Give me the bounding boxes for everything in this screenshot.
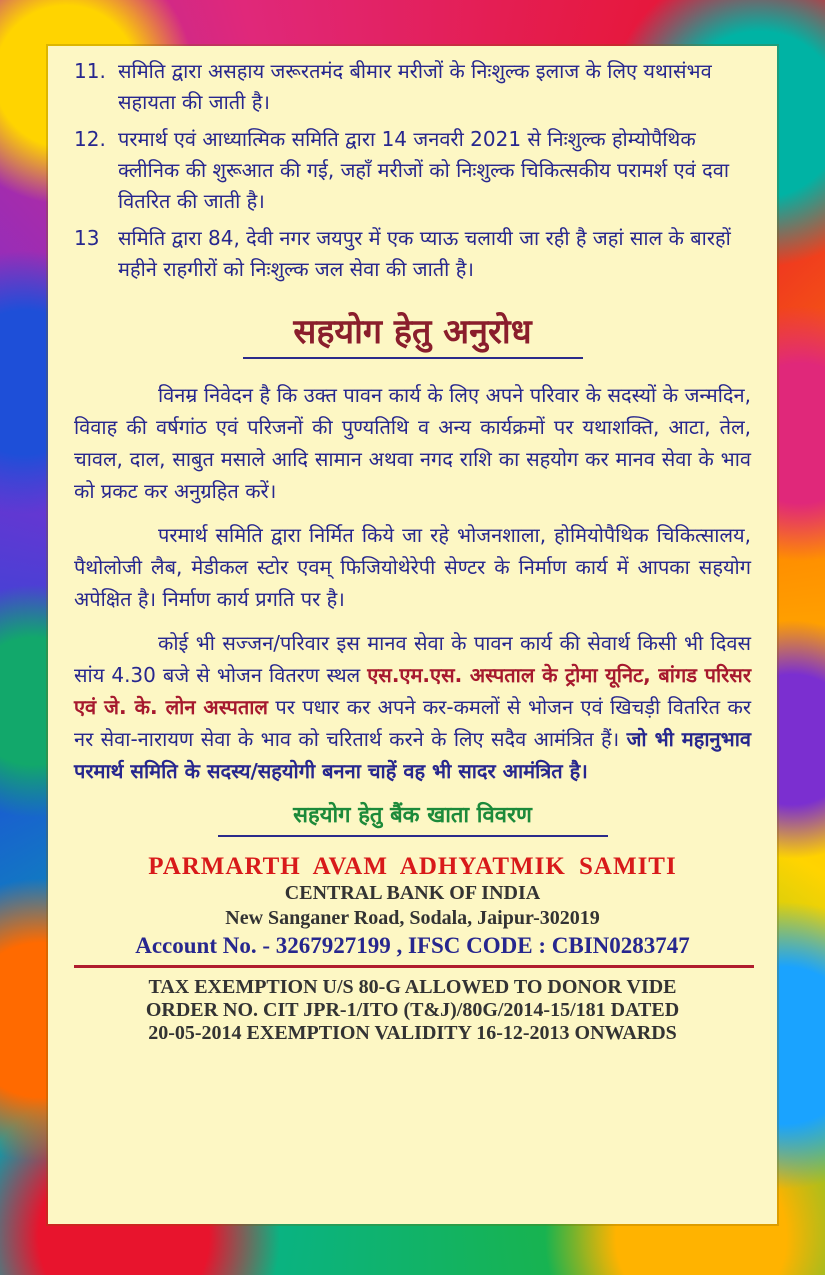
bank-address: New Sanganer Road, Sodala, Jaipur-302019 (225, 907, 600, 929)
heading-underline (243, 357, 583, 359)
request-paragraph-1: विनम्र निवेदन है कि उक्त पावन कार्य के लिए अपने परिवार के सदस्यों के जन्मदिन, विवाह की वर्षगांठ एवं परिजनों की पुण्यतिथि व अन्य कार्यक्रमों पर यथाशक्ति, आटा, तेल, चावल, दाल, साबुत मसाले आदि सामान अथवा नगद राशि का सहयोग कर मानव सेवा के भाव को प्रकट कर अनुग्रहित करें। (74, 383, 751, 503)
item-text: समिति द्वारा असहाय जरूरतमंद बीमार मरीजों के निःशुल्क इलाज के लिए यथासंभव सहायता की जाती है। (118, 59, 712, 114)
request-paragraph-2: परमार्थ समिति द्वारा निर्मित किये जा रहे भोजनशाला, होमियोपैथिक चिकित्सालय, पैथोलोजी लैब, मेडीकल स्टोर एवम् फिजियोथेरेपी सेण्टर के निर्माण कार्य में आपका सहयोग अपेक्षित है। निर्माण कार्य प्रगति पर है। (74, 523, 751, 611)
request-paragraph-3 (74, 627, 751, 787)
bank-details-heading: सहयोग हेतु बैंक खाता विवरण (293, 803, 532, 828)
account-details: Account No. - 3267927199 , IFSC CODE : CBIN0283747 (135, 933, 690, 958)
tax-exemption-note (74, 976, 751, 1045)
flyer-panel (48, 46, 777, 1224)
tax-line-2: ORDER NO. CIT JPR-1/ITO (T&J)/80G/2014-15/181 DATED (145, 999, 680, 1021)
tax-line-3: 20-05-2014 EXEMPTION VALIDITY 16-12-2013 ONWARDS (148, 1022, 677, 1044)
item-text: समिति द्वारा 84, देवी नगर जयपुर में एक प्याऊ चलायी जा रही है जहां साल के बारहों महीने राहगीरों को निःशुल्क जल सेवा की जाती है। (118, 226, 731, 281)
cooperation-request-heading: सहयोग हेतु अनुरोध (293, 312, 532, 352)
item-number: 13 (74, 226, 100, 250)
p3-location-highlight: एस.एम.एस. अस्पताल के ट्रोमा यूनिट, बांगड परिसर एवं जे. के. लोन अस्पताल (74, 663, 752, 719)
p3-membership-invite: जो भी महानुभाव परमार्थ समिति के सदस्य/सहयोगी बनना चाहें वह भी सादर आमंत्रित है। (74, 727, 752, 783)
p3-text-start: कोई भी सज्जन/परिवार इस मानव सेवा के पावन कार्य की सेवार्थ किसी भी दिवस सांय 4.30 बजे से भोजन वितरण स्थल (74, 631, 751, 687)
p3-text-end: पर पधार कर अपने कर-कमलों से भोजन एवं खिचड़ी वितरित कर नर सेवा-नारायण सेवा के भाव को चरितार्थ करने के लिए सदैव आमंत्रित हैं। (74, 695, 752, 751)
organization-name: PARMARTH AVAM ADHYATMIK SAMITI (148, 853, 677, 880)
list-item-12 (74, 124, 751, 217)
list-item-13 (74, 223, 751, 285)
item-text: परमार्थ एवं आध्यात्मिक समिति द्वारा 14 जनवरी 2021 से निःशुल्क होम्योपैथिक क्लीनिक की शुरूआत की गई, जहाँ मरीजों को निःशुल्क चिकित्सकीय परामर्श एवं दवा वितरित की जाती है। (118, 127, 730, 213)
bank-details (74, 853, 751, 959)
bank-heading-underline (218, 835, 608, 837)
item-number: 12. (74, 127, 106, 151)
tax-divider (74, 965, 754, 968)
bank-name: CENTRAL BANK OF INDIA (284, 882, 541, 904)
tax-line-1: TAX EXEMPTION U/S 80-G ALLOWED TO DONOR VIDE (148, 976, 677, 998)
list-item-11 (74, 56, 751, 118)
item-number: 11. (74, 59, 106, 83)
